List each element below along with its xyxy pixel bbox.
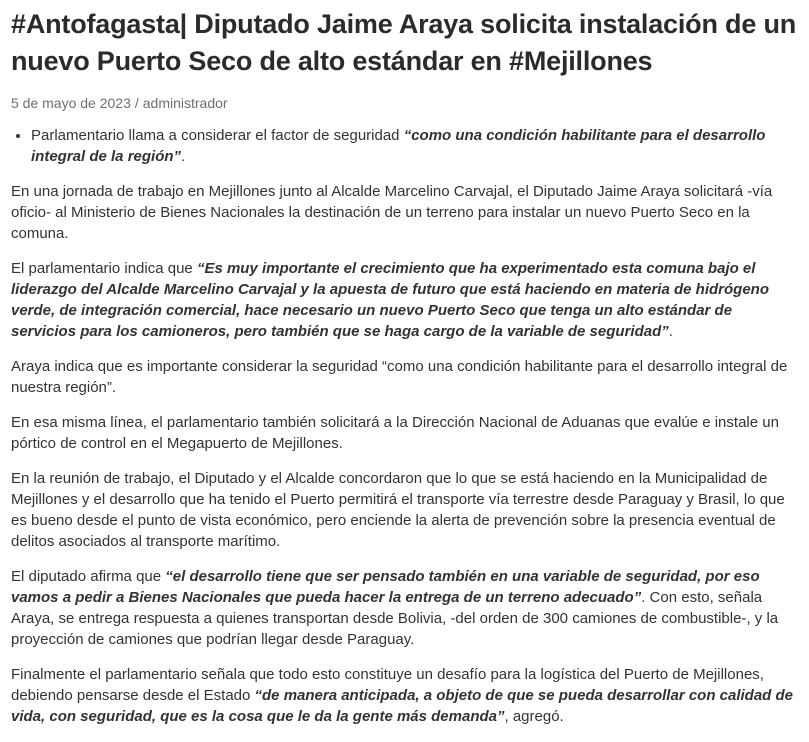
post-date-link[interactable]: 5 de mayo de 2023 [11, 95, 131, 111]
summary-text: Parlamentario llama a considerar el factor de seguridad [31, 127, 404, 144]
paragraph-6 [11, 566, 801, 650]
summary-list [11, 125, 801, 167]
paragraph-5 [11, 468, 801, 552]
paragraph-3 [11, 356, 801, 398]
paragraph-after: , agregó. [504, 708, 564, 725]
paragraph-4 [11, 412, 801, 454]
paragraph-text: El parlamentario indica que [11, 260, 197, 277]
paragraph-quote: “el desarrollo tiene que ser pensado también en una variable de seguridad, por eso vamos a pedir a Bienes Nacionales que pueda hacer la entrega de un terreno adecuado” [11, 568, 760, 606]
post-meta [11, 93, 801, 113]
paragraph-after: . [668, 323, 673, 340]
paragraph-2 [11, 258, 801, 342]
paragraph-7 [11, 664, 801, 727]
paragraph-text: En una jornada de trabajo en Mejillones junto al Alcalde Marcelino Carvajal, el Diputado Jaime Araya solicitará -vía oficio- al Ministerio de Bienes Nacionales la destinación de un terreno para instalar un nuevo Puerto Seco en la comuna. [11, 183, 773, 242]
summary-item [31, 125, 801, 167]
paragraph-text: Finalmente el parlamentario señala que todo esto constituye un desafío para la logística del Puerto de Mejillones, debiendo pensarse desde el Estado [11, 666, 764, 704]
summary-after: . [181, 148, 186, 165]
paragraph-after: . Con esto, señala Araya, se entrega respuesta a quienes transportan desde Bolivia, -del orden de 300 camiones de combustible-, y la proyección de camiones que podrían llegar desde Paraguay. [11, 589, 779, 648]
paragraph-quote: “Es muy importante el crecimiento que ha experimentado esta comuna bajo el liderazgo del Alcalde Marcelino Carvajal y la apuesta de futuro que está haciendo en materia de hidrógeno verde, de integración comercial, hace necesario un nuevo Puerto Seco que tenga un alto estándar de servicios para los camioneros, pero también que se haga cargo de la variable de seguridad” [11, 260, 769, 340]
summary-quote: “como una condición habilitante para el desarrollo integral de la región” [31, 127, 766, 165]
paragraph-text: En la reunión de trabajo, el Diputado y el Alcalde concordaron que lo que se está haciendo en la Municipalidad de Mejillones y el desarrollo que ha tenido el Puerto permitirá el transporte vía terrestre desde Paraguay y Brasil, lo que es bueno desde el punto de vista económico, pero enciende la alerta de prevención sobre la presencia eventual de delitos asociados al transporte marítimo. [11, 470, 785, 550]
paragraph-text: En esa misma línea, el parlamentario también solicitará a la Dirección Nacional de Aduanas que evalúe e instale un pórtico de control en el Megapuerto de Mejillones. [11, 414, 779, 452]
paragraph-quote: “de manera anticipada, a objeto de que se pueda desarrollar con calidad de vida, con seguridad, que es la cosa que le da la gente más demanda” [11, 687, 794, 725]
paragraph-text: Araya indica que es importante considerar la seguridad “como una condición habilitante para el desarrollo integral de nuestra región”. [11, 358, 788, 396]
paragraph-text: El diputado afirma que [11, 568, 166, 585]
author-link[interactable]: administrador [142, 95, 228, 111]
paragraph-1 [11, 181, 801, 244]
meta-separator: / [134, 95, 139, 111]
article-title: #Antofagasta| Diputado Jaime Araya solicita instalación de un nuevo Puerto Seco de alto estándar en #Mejillones [11, 9, 797, 76]
